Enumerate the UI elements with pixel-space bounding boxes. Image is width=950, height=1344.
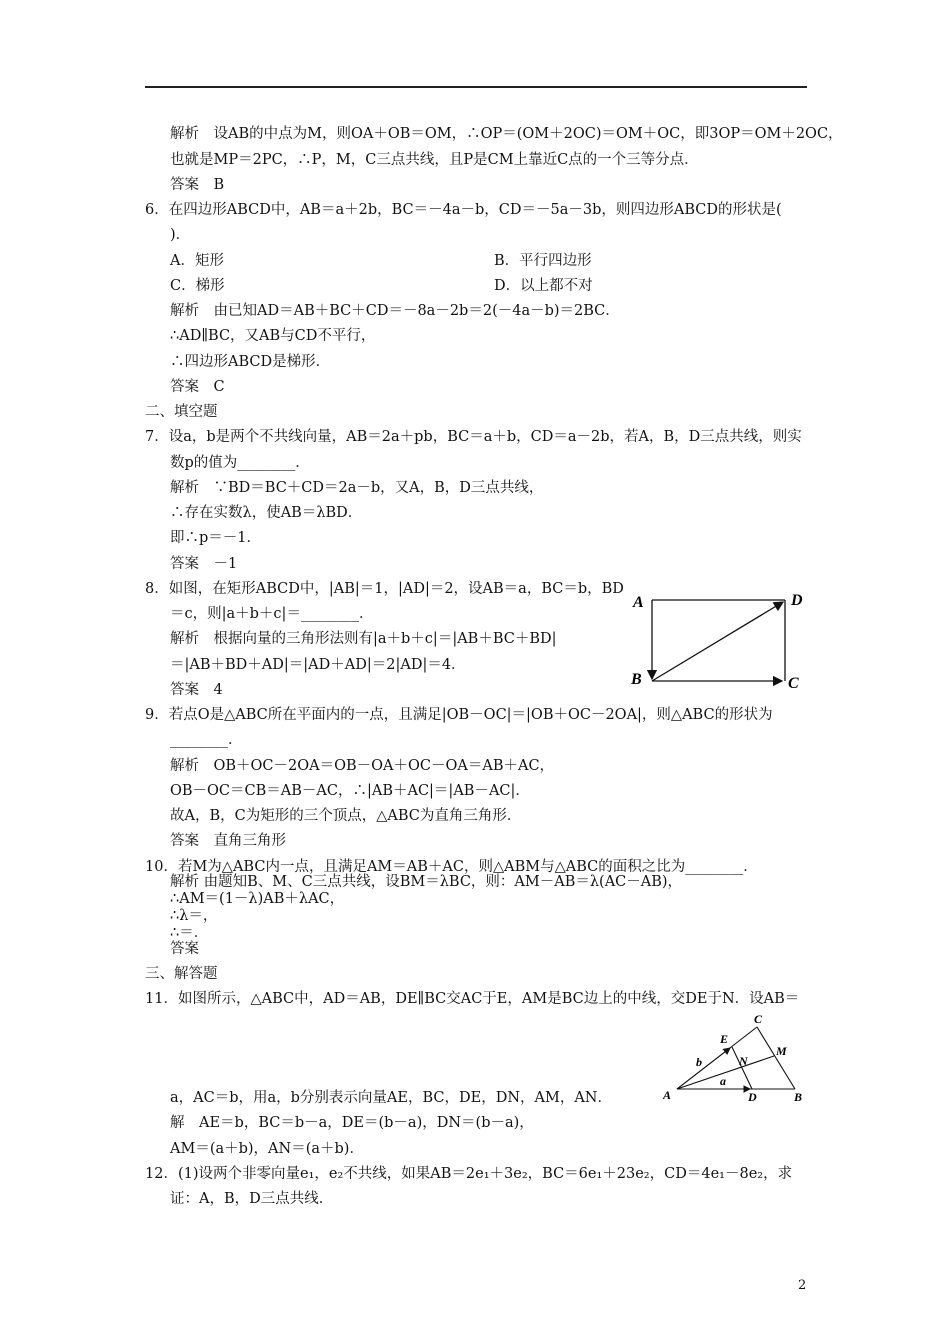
text-line: ∴λ＝， [170, 908, 218, 924]
label-n: N [739, 1054, 748, 1068]
text-line: 答案 4 [170, 682, 223, 698]
question-11: 11．如图所示，△ABC中，AD＝AB，DE∥BC交AC于E，AM是BC边上的中线，交DE于N．设AB＝ [145, 991, 800, 1007]
text-line: 证：A，B，D三点共线． [170, 1191, 334, 1207]
text-line: 数p的值为________． [170, 455, 310, 471]
text-line: 解析 由已知AD＝AB＋BC＋CD＝－8a－2b＝2(－4a－b)＝2BC． [170, 303, 620, 319]
text-line: ＝|AB＋BD＋AD|＝|AD＋AD|＝2|AD|＝4． [170, 657, 466, 673]
text-line: 答案 [170, 941, 199, 957]
triangle-figure [660, 1010, 815, 1105]
label-c: C [754, 1012, 763, 1026]
side-bc [757, 1027, 795, 1089]
question-9: 9．若点O是△ABC所在平面内的一点，且满足|OB－OC|＝|OB＋OC－2OA|，则△ABC的形状为 [145, 707, 773, 723]
text-line: AM＝(a＋b)，AN＝(a＋b)． [170, 1141, 364, 1157]
question-8: 8．如图，在矩形ABCD中，|AB|＝1，|AD|＝2，设AB＝a，BC＝b，BD [145, 581, 624, 597]
text-line: 解析 ∵BD＝BC＋CD＝2a－b，又A，B，D三点共线， [170, 480, 544, 496]
section-heading: 二、填空题 [145, 404, 218, 420]
label-e: E [720, 1032, 729, 1046]
label-vec-a: a [720, 1074, 726, 1088]
text-line: 解析 设AB的中点为M，则OA＋OB＝OM，∴OP＝(OM＋2OC)＝OM＋OC，即3OP＝OM＋2OC， [170, 126, 843, 142]
label-b: B [794, 1090, 803, 1104]
text-line: 解析 OB＋OC－2OA＝OB－OA＋OC－OA＝AB＋AC， [170, 758, 555, 774]
text-line: 答案 直角三角形 [170, 833, 286, 849]
option-a: A．矩形 [170, 253, 224, 269]
label-vec-b: b [696, 1055, 702, 1069]
text-line: 解析 由题知B、M、C三点共线，设BM＝λBC，则：AM－AB＝λ(AC－AB)， [170, 874, 683, 890]
text-line: ＝c，则|a＋b＋c|＝________． [170, 606, 374, 622]
option-b: B．平行四边形 [494, 253, 592, 269]
text-line: ________． [170, 732, 243, 748]
question-6: 6．在四边形ABCD中，AB＝a＋2b，BC＝－4a－b，CD＝－5a－3b，则四边形ABCD的形状是( [145, 202, 782, 218]
section-heading: 三、解答题 [145, 966, 218, 982]
text-line: a，AC＝b，用a，b分别表示向量AE，BC，DE，DN，AM，AN． [170, 1090, 612, 1106]
text-line: 故A，B，C为矩形的三个顶点，△ABC为直角三角形． [170, 808, 522, 824]
label-d: D [748, 1090, 757, 1104]
text-line: 答案 －1 [170, 556, 238, 572]
header-rule [145, 86, 807, 88]
text-line: 也就是MP＝2PC，∴P，M，C三点共线，且P是CM上靠近C点的一个三等分点． [170, 152, 699, 168]
option-d: D．以上都不对 [494, 278, 593, 294]
text-line: 答案 B [170, 177, 225, 193]
text-line: 解析 根据向量的三角形法则有|a＋b＋c|＝|AB＋BC＋BD| [170, 631, 557, 647]
text-line: ∴存在实数λ，使AB＝λBD． [170, 505, 363, 521]
question-7: 7．设a，b是两个不共线向量，AB＝2a＋pb，BC＝a＋b，CD＝a－2b，若A，B，D三点共线，则实 [145, 429, 802, 445]
question-12: 12．(1)设两个非零向量e₁，e₂不共线，如果AB＝2e₁＋3e₂，BC＝6e₁＋23e₂，CD＝4e₁－8e₂，求 [145, 1166, 793, 1182]
text-line: 解 AE＝b，BC＝b－a，DE＝(b－a)，DN＝(b－a)， [170, 1115, 534, 1131]
label-m: M [776, 1044, 787, 1058]
rectangle-figure [625, 585, 815, 695]
label-c: C [788, 675, 799, 692]
label-a: A [663, 1088, 672, 1102]
text-line: 即∴p＝－1． [170, 530, 262, 546]
text-line: ∴AD∥BC，又AB与CD不平行， [170, 328, 376, 344]
text-line: ∴AM＝(1－λ)AB＋λAC， [170, 891, 345, 907]
label-d: D [791, 592, 803, 609]
label-a: A [633, 594, 644, 611]
option-c: C．梯形 [170, 278, 225, 294]
text-line: 答案 C [170, 379, 225, 395]
page-number: 2 [798, 1278, 807, 1293]
text-line: ∴四边形ABCD是梯形． [170, 354, 331, 370]
vector-bd [652, 602, 783, 681]
label-b: B [631, 671, 642, 688]
text-line: ∴＝． [170, 925, 209, 941]
text-line: )． [170, 227, 191, 243]
text-line: OB－OC＝CB＝AB－AC，∴|AB＋AC|＝|AB－AC|． [170, 783, 530, 799]
question-10: 10．若M为△ABC内一点，且满足AM＝AB＋AC，则△ABM与△ABC的面积之比为________． [145, 859, 758, 875]
